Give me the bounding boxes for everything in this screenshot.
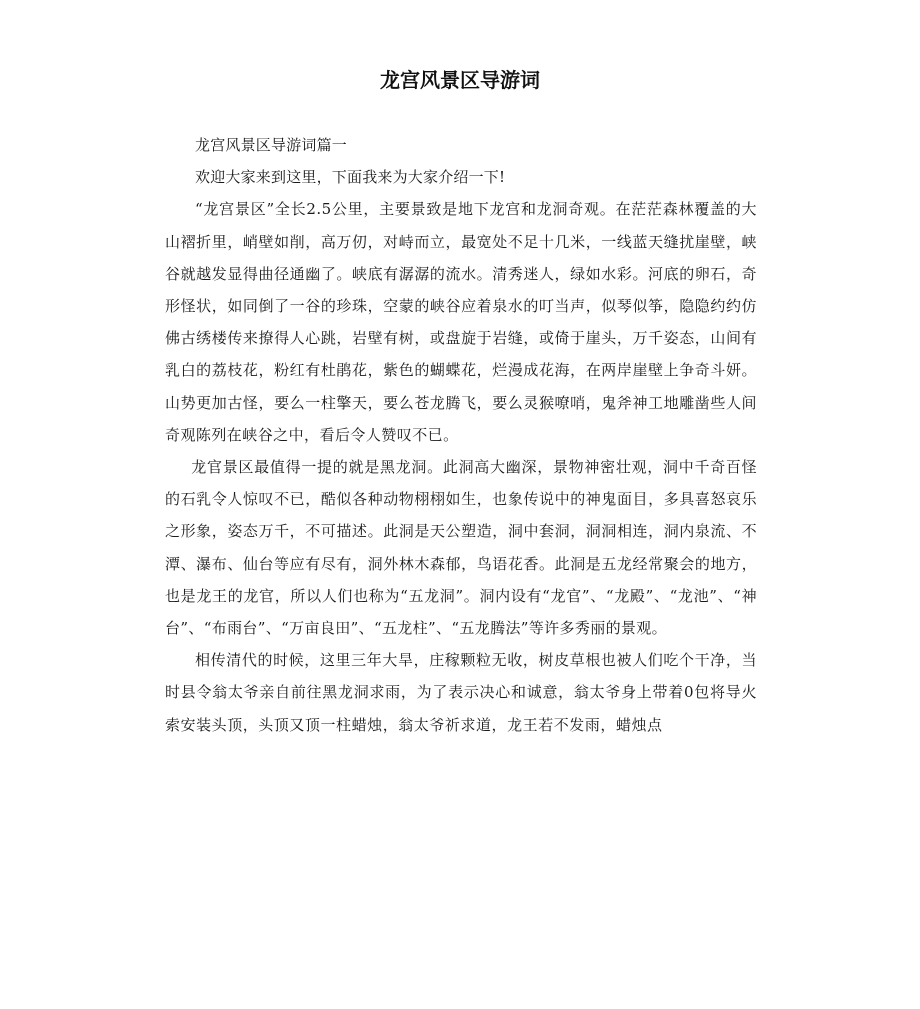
section-heading: 龙宫风景区导游词篇一 [195,136,348,154]
document-body [165,129,757,741]
paragraph-canyon: “龙宫景区”全长2.5公里，主要景致是地下龙宫和龙洞奇观。在茫茫森林覆盖的大山褶折里，峭壁如削，高万仞，对峙而立，最宽处不足十几米，一线蓝天缝扰崖壁，峡谷就越发显得曲径通幽了。峡底有潺潺的流水。清秀迷人，绿如水彩。河底的卵石，奇形怪状，如同倒了一谷的珍珠，空蒙的峡谷应着泉水的叮当声，似琴似筝，隐隐约约仿佛古绣楼传来撩得人心跳，岩壁有树，或盘旋于岩缝，或倚于崖头，万千姿态，山间有乳白的荔枝花，粉红有杜鹃花，紫色的蝴蝶花，烂漫成花海，在两岸崖壁上争奇斗妍。山势更加古怪，要么一柱擎天，要么苍龙腾飞，要么灵猴嘹哨，鬼斧神工地雕凿些人间奇观陈列在峡谷之中，看后令人赞叹不已。 [165,200,757,444]
document-title: 龙宫风景区导游词 [380,68,540,92]
paragraph-black-dragon-cave: 龙官景区最值得一提的就是黑龙洞。此洞高大幽深，景物神密壮观，洞中千奇百怪的石乳令人惊叹不已，酷似各种动物栩栩如生，也象传说中的神鬼面目，多具喜怒哀乐之形象，姿态万千，不可描述。此洞是天公塑造，洞中套洞，洞洞相连，洞内泉流、不潭、瀑布、仙台等应有尽有，洞外林木森郁，鸟语花香。此洞是五龙经常聚会的地方，也是龙王的龙官，所以人们也称为“五龙洞”。洞内设有“龙官”、“龙殿”、“龙池”、“神台”、“布雨台”、“万亩良田”、“五龙柱”、“五龙腾法”等许多秀丽的景观。 [165,458,757,638]
paragraph-legend: 相传清代的时候，这里三年大旱，庄稼颗粒无收，树皮草根也被人们吃个干净，当时县令翁太爷亲自前往黑龙洞求雨，为了表示决心和诚意，翁太爷身上带着0包将导火索安装头顶，头顶又顶一柱蜡烛，翁太爷祈求道，龙王若不发雨，蜡烛点 [165,651,757,734]
paragraph-greeting: 欢迎大家来到这里，下面我来为大家介绍一下! [195,168,506,187]
